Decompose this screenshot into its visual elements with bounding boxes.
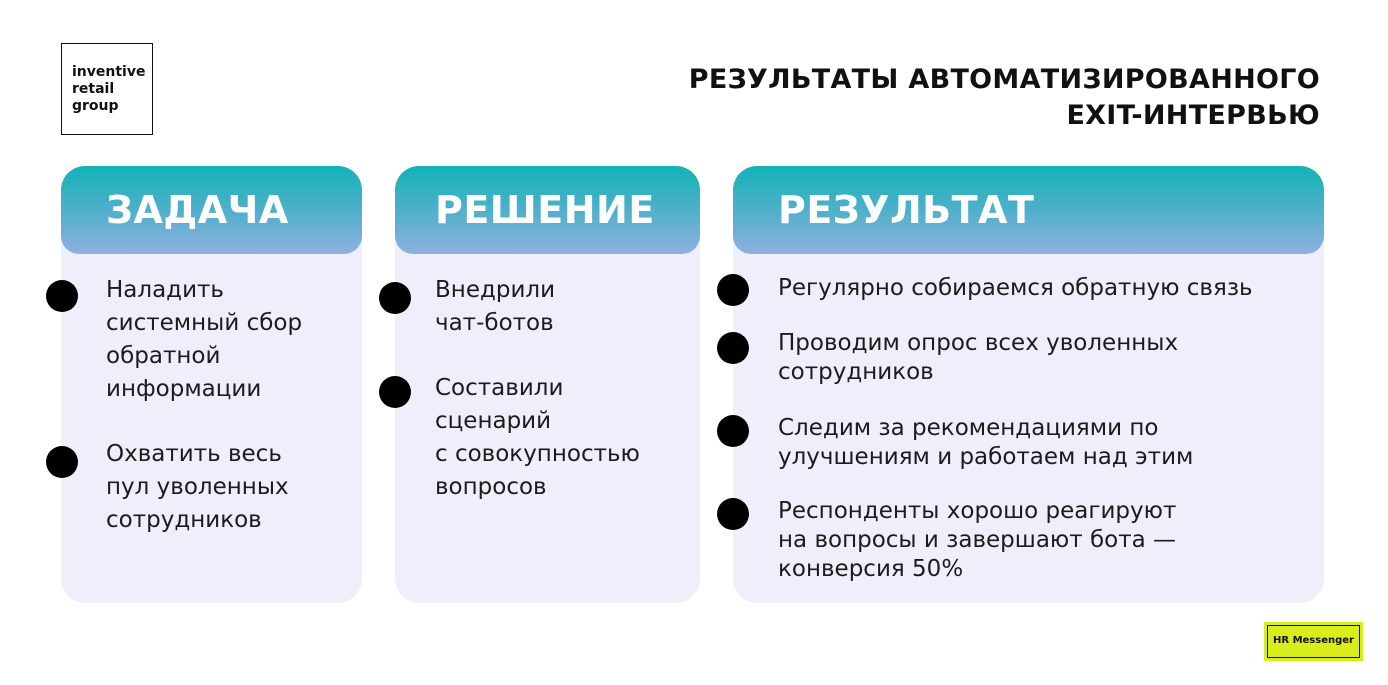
result-item-2: Проводим опрос всех уволенных сотрудников xyxy=(778,330,1179,385)
page-title-line-2: EXIT-ИНТЕРВЬЮ xyxy=(1066,100,1320,131)
bullet-point-icon xyxy=(717,498,749,530)
result-card-header: РЕЗУЛЬТАТ xyxy=(733,166,1324,254)
task-card-header: ЗАДАЧА xyxy=(61,166,362,254)
bullet-point-icon xyxy=(46,446,78,478)
hr-messenger-badge xyxy=(1264,622,1363,661)
result-item-1: Регулярно собираемся обратную связь xyxy=(778,275,1253,301)
solution-item-2: Составили сценарий с совокупностью вопросов xyxy=(435,375,640,500)
hr-messenger-label: HR Messenger xyxy=(1267,625,1360,658)
bullet-point-icon xyxy=(379,376,411,408)
solution-card xyxy=(395,166,700,603)
page-title-line-1: РЕЗУЛЬТАТЫ АВТОМАТИЗИРОВАННОГО xyxy=(688,64,1320,95)
logo-line-2: retail xyxy=(72,81,115,97)
bullet-point-icon xyxy=(717,332,749,364)
bullet-point-icon xyxy=(379,282,411,314)
bullet-point-icon xyxy=(717,415,749,447)
logo-line-1: inventive xyxy=(72,64,146,80)
result-item-4: Респонденты хорошо реагируют на вопросы и завершают бота — конверсия 50% xyxy=(778,498,1177,582)
bullet-point-icon xyxy=(46,280,78,312)
result-card xyxy=(733,166,1324,603)
company-logo xyxy=(61,43,153,135)
page-title xyxy=(689,62,1320,134)
solution-item-1: Внедрили чат-ботов xyxy=(435,277,556,336)
result-item-3: Следим за рекомендациями по улучшениям и работаем над этим xyxy=(778,415,1194,470)
bullet-point-icon xyxy=(717,274,749,306)
task-card xyxy=(61,166,362,603)
task-item-1: Наладить системный сбор обратной информации xyxy=(106,277,303,402)
solution-card-header: РЕШЕНИЕ xyxy=(395,166,700,254)
logo-line-3: group xyxy=(72,98,119,114)
task-item-2: Охватить весь пул уволенных сотрудников xyxy=(106,441,289,533)
